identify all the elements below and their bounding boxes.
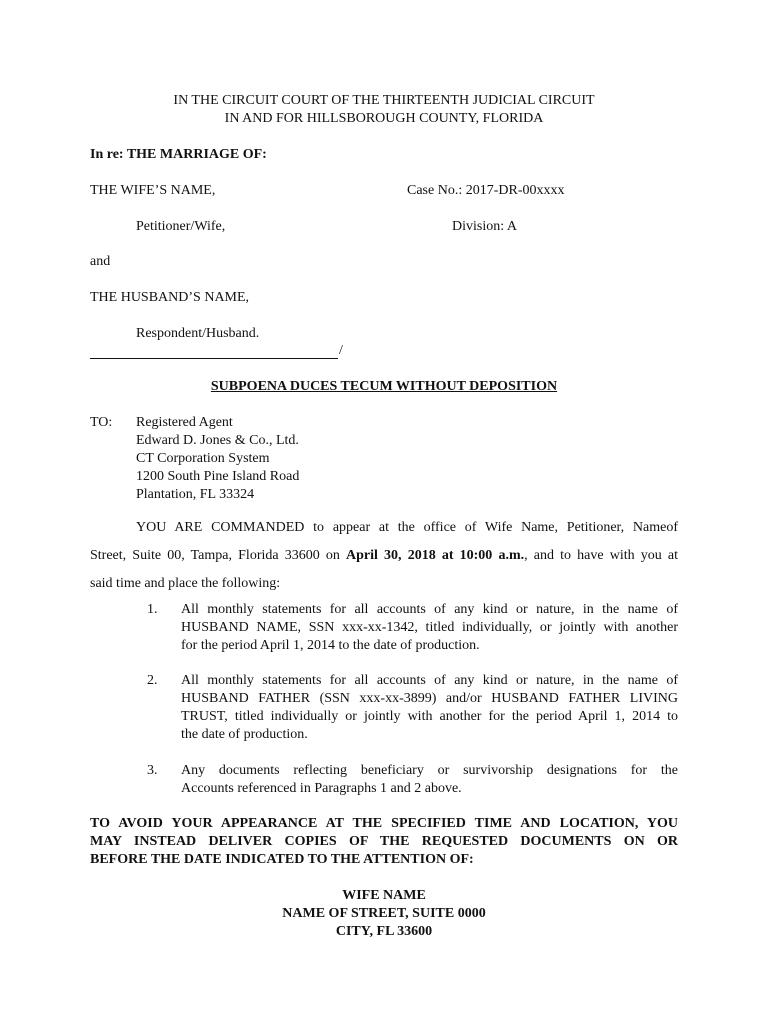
item-1-line-1: All monthly statements for all accounts of any kind or nature, in the name of — [181, 602, 678, 617]
attention-street: NAME OF STREET, SUITE 0000 — [282, 906, 486, 921]
husband-name: THE HUSBAND’S NAME, — [90, 290, 250, 305]
respondent-label: Respondent/Husband. — [136, 326, 260, 341]
avoid-line-1: TO AVOID YOUR APPEARANCE AT THE SPECIFIED TIME AND LOCATION, YOU — [90, 816, 678, 831]
caption-separator-line — [90, 358, 338, 359]
command-line-2 — [90, 548, 678, 564]
item-2-line-2: HUSBAND FATHER (SSN xxx-xx-3899) and/or HUSBAND FATHER LIVING — [181, 691, 678, 706]
court-header-line2: IN AND FOR HILLSBOROUGH COUNTY, FLORIDA — [224, 111, 544, 126]
in-re-title: THE MARRIAGE OF: — [126, 147, 267, 162]
to-line-5: Plantation, FL 33324 — [136, 487, 255, 502]
division-label: Division: A — [452, 219, 517, 234]
wife-name: THE WIFE’S NAME, — [90, 183, 216, 198]
case-number: Case No.: 2017-DR-00xxxx — [407, 183, 565, 198]
item-3-number: 3. — [147, 763, 158, 778]
item-3-line-1: Any documents reflecting beneficiary or survivorship designations for the — [181, 763, 678, 778]
to-line-3: CT Corporation System — [136, 451, 270, 466]
to-label: TO: — [90, 415, 113, 430]
to-line-1: Registered Agent — [136, 415, 233, 430]
item-3-line-2: Accounts referenced in Paragraphs 1 and 2 above. — [181, 781, 462, 796]
command-line-2-post: , and to have with you at — [524, 548, 678, 563]
item-2-line-4: the date of production. — [181, 727, 308, 742]
item-1-line-3: for the period April 1, 2014 to the date of production. — [181, 638, 480, 653]
item-2-line-1: All monthly statements for all accounts of any kind or nature, in the name of — [181, 673, 678, 688]
petitioner-label: Petitioner/Wife, — [136, 219, 226, 234]
and-text: and — [90, 254, 111, 269]
avoid-line-3: BEFORE THE DATE INDICATED TO THE ATTENTION OF: — [90, 852, 474, 867]
item-1-number: 1. — [147, 602, 158, 617]
attention-city: CITY, FL 33600 — [335, 924, 433, 939]
caption-slash: / — [339, 343, 343, 358]
court-header-line1: IN THE CIRCUIT COURT OF THE THIRTEENTH JUDICIAL CIRCUIT — [173, 93, 595, 108]
in-re-prefix: In re: — [90, 147, 124, 162]
item-2-line-3: TRUST, titled individually or jointly with another for the period April 1, 2014 to — [181, 709, 678, 724]
document-title: SUBPOENA DUCES TECUM WITHOUT DEPOSITION — [210, 379, 558, 394]
command-line-2-pre: Street, Suite 00, Tampa, Florida 33600 on — [90, 548, 347, 563]
document-title-wrap — [0, 379, 768, 395]
in-re-heading — [90, 147, 267, 163]
command-line-1: YOU ARE COMMANDED to appear at the office of Wife Name, Petitioner, Nameof — [136, 520, 678, 535]
item-2-number: 2. — [147, 673, 158, 688]
command-line-3: said time and place the following: — [90, 576, 281, 591]
to-line-2: Edward D. Jones & Co., Ltd. — [136, 433, 299, 448]
to-line-4: 1200 South Pine Island Road — [136, 469, 300, 484]
attention-name: WIFE NAME — [342, 888, 426, 903]
avoid-line-2: MAY INSTEAD DELIVER COPIES OF THE REQUESTED DOCUMENTS ON OR — [90, 834, 678, 849]
command-hearing-date: April 30, 2018 at 10:00 a.m. — [346, 548, 525, 563]
item-1-line-2: HUSBAND NAME, SSN xxx-xx-1342, titled individually, or jointly with another — [181, 620, 678, 635]
